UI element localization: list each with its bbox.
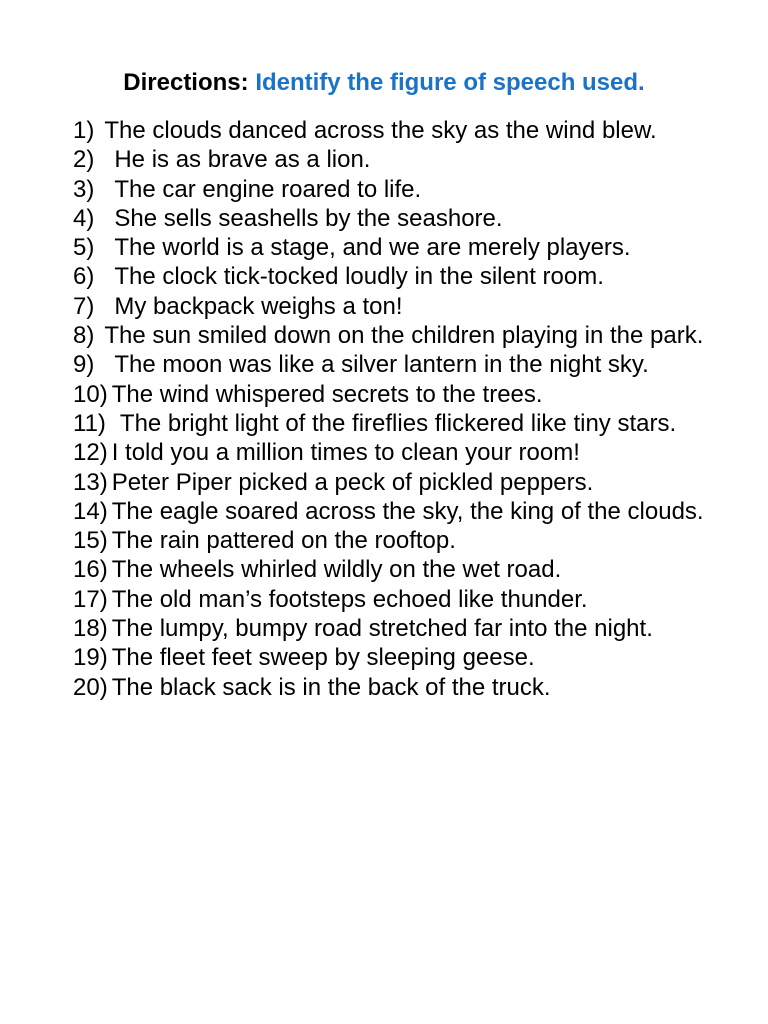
list-item	[73, 321, 713, 350]
item-number: 6)	[73, 263, 95, 291]
item-number: 10)	[73, 380, 108, 408]
item-number: 5)	[73, 234, 95, 262]
list-item	[73, 233, 713, 262]
list-item	[73, 468, 713, 497]
list-item	[73, 614, 713, 643]
list-item	[73, 673, 713, 702]
item-number: 2)	[73, 146, 95, 174]
list-item	[73, 116, 713, 145]
list-item	[73, 497, 713, 526]
list-item	[73, 145, 713, 174]
item-number: 8)	[73, 322, 95, 350]
item-text: The fleet feet sweep by sleeping geese.	[111, 644, 535, 672]
item-text: The wind whispered secrets to the trees.	[111, 380, 543, 408]
list-item	[73, 409, 713, 438]
item-number: 11)	[73, 409, 106, 437]
item-number: 1)	[73, 117, 95, 144]
item-text: The car engine roared to life.	[114, 175, 422, 203]
item-number: 17)	[73, 585, 108, 613]
question-list	[73, 116, 713, 702]
item-text: She sells seashells by the seashore.	[114, 204, 503, 232]
item-number: 4)	[73, 204, 95, 232]
item-number: 15)	[73, 527, 108, 555]
list-item	[73, 204, 713, 233]
item-text: My backpack weighs a ton!	[114, 292, 403, 320]
item-text: The moon was like a silver lantern in the night sky.	[114, 351, 649, 379]
list-item	[73, 438, 713, 467]
item-text: The lumpy, bumpy road stretched far into the night.	[111, 615, 653, 643]
item-text: Peter Piper picked a peck of pickled peppers.	[111, 468, 594, 496]
item-text: The clouds danced across the sky as the wind blew.	[104, 117, 657, 144]
list-item	[73, 380, 713, 409]
item-text: The old man’s footsteps echoed like thunder.	[111, 585, 588, 613]
item-text: He is as brave as a lion.	[114, 146, 371, 174]
item-text: The wheels whirled wildly on the wet road.	[111, 556, 562, 584]
item-number: 9)	[73, 351, 95, 379]
item-number: 18)	[73, 615, 108, 643]
item-text: The world is a stage, and we are merely players.	[114, 234, 631, 262]
item-text: I told you a million times to clean your room!	[111, 439, 580, 467]
item-text: The black sack is in the back of the truck.	[111, 673, 551, 701]
item-number: 20)	[73, 673, 108, 701]
item-text: The sun smiled down on the children playing in the park.	[104, 322, 704, 350]
list-item	[73, 526, 713, 555]
item-text: The clock tick-tocked loudly in the silent room.	[114, 263, 604, 291]
item-text: The bright light of the fireflies flickered like tiny stars.	[119, 409, 677, 437]
directions-label: Directions:	[123, 69, 249, 96]
list-item	[73, 585, 713, 614]
list-item	[73, 292, 713, 321]
directions-heading	[0, 66, 768, 100]
list-item	[73, 262, 713, 291]
list-item	[73, 350, 713, 379]
item-number: 14)	[73, 497, 108, 525]
item-text: The rain pattered on the rooftop.	[111, 527, 456, 555]
item-number: 12)	[73, 439, 108, 467]
item-number: 3)	[73, 175, 95, 203]
item-text: The eagle soared across the sky, the king of the clouds.	[111, 497, 704, 525]
list-item	[73, 555, 713, 584]
item-number: 13)	[73, 468, 108, 496]
item-number: 7)	[73, 292, 95, 320]
list-item	[73, 175, 713, 204]
item-number: 19)	[73, 644, 108, 672]
item-number: 16)	[73, 556, 108, 584]
directions-instruction: Identify the figure of speech used.	[255, 69, 645, 96]
list-item	[73, 643, 713, 672]
